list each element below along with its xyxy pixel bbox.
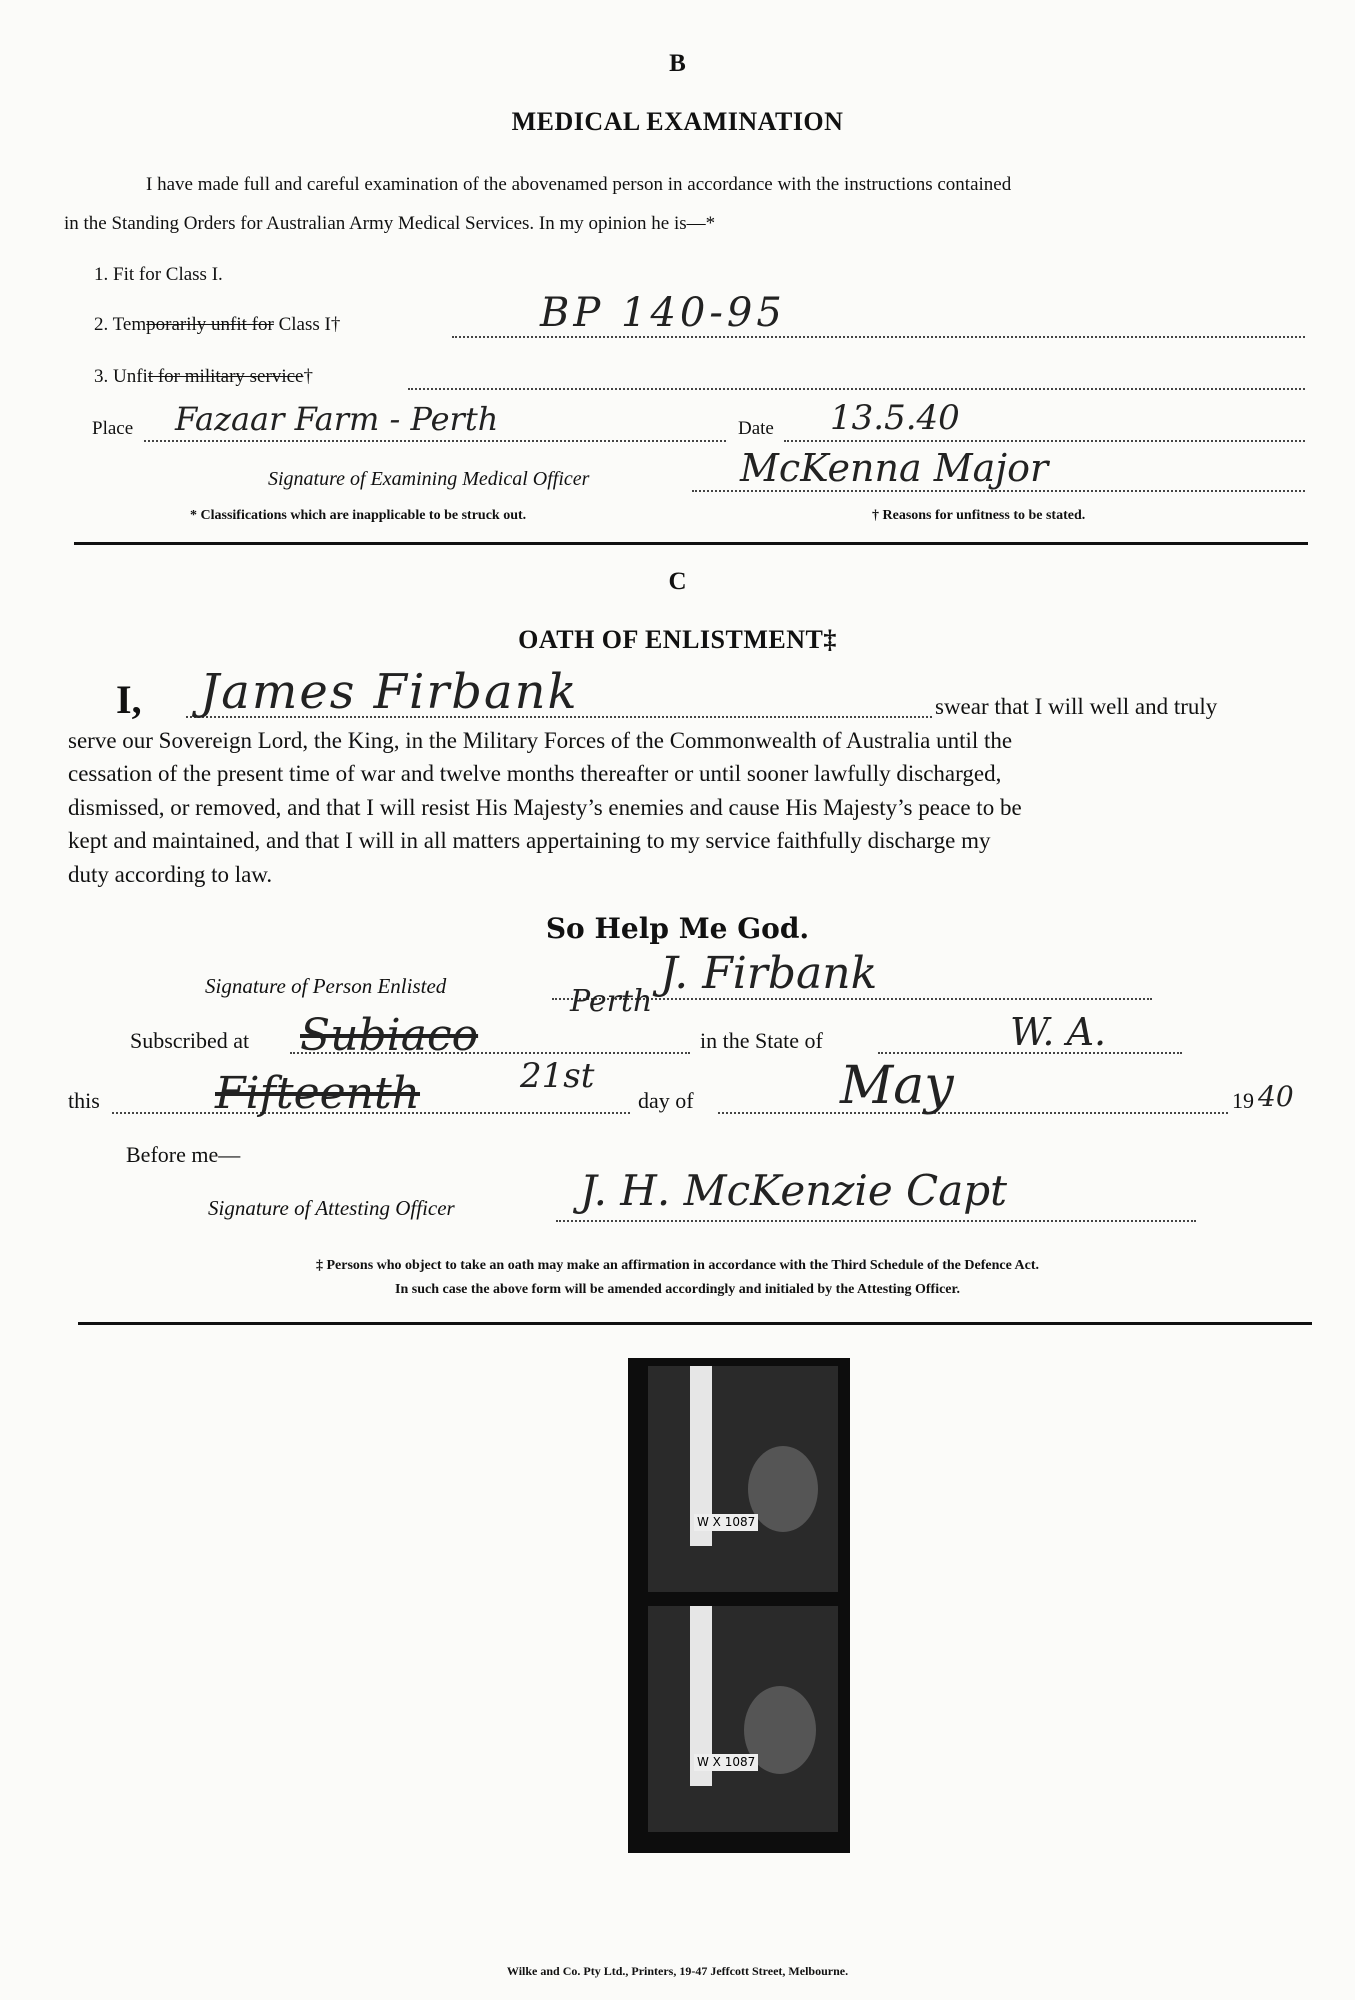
subscribed-at-label: Subscribed at (130, 1028, 250, 1053)
day-of-label: day of (638, 1088, 694, 1113)
item3-dotted-line (408, 388, 1305, 390)
footnote-reasons: † Reasons for unfitness to be stated. (872, 508, 1086, 523)
examining-officer-signature-label: Signature of Examining Medical Officer (268, 468, 590, 490)
section-b-title: MEDICAL EXAMINATION (511, 107, 844, 136)
so-help-me-god: So Help Me God. (545, 912, 810, 945)
this-label: this (68, 1088, 100, 1113)
item-fit-class-1: 1. Fit for Class I. (94, 264, 223, 285)
section-c-letter: C (668, 568, 687, 595)
item-temporarily-unfit (94, 314, 340, 336)
date-handwritten-value: 13.5.40 (830, 398, 960, 438)
oath-name-handwritten: James Firbank (200, 664, 579, 720)
year-handwritten-value: 40 (1258, 1080, 1294, 1113)
day-handwritten-value: 21st (520, 1056, 595, 1096)
day-struck-value: Fifteenth (215, 1068, 421, 1119)
state-label: in the State of (700, 1028, 823, 1053)
place-handwritten-value: Fazaar Farm - Perth (175, 400, 499, 438)
item-unfit-military (94, 366, 313, 388)
attesting-officer-signature: J. H. McKenzie Capt (580, 1166, 1007, 1215)
date-dotted-line (784, 440, 1305, 442)
photo-id-tag-front: W X 1087 (694, 1514, 758, 1531)
item3-struck-text: t for military service (147, 366, 304, 387)
section-divider-bottom (78, 1322, 1312, 1325)
examining-officer-dotted-line (692, 490, 1305, 492)
photo-id-tag-profile: W X 1087 (694, 1754, 758, 1771)
oath-line6: duty according to law. (68, 862, 273, 887)
place-label: Place (92, 418, 134, 439)
oath-line2: serve our Sovereign Lord, the King, in the Military Forces of the Commonwealth of Australia until the (68, 728, 1013, 753)
place-dotted-line (144, 440, 726, 442)
photo-portrait-front (748, 1446, 818, 1532)
attesting-officer-signature-label: Signature of Attesting Officer (208, 1196, 455, 1220)
oath-footnote-line1: ‡ Persons who object to take an oath may make an affirmation in accordance with the Third Schedule of the Defence Act. (315, 1258, 1039, 1273)
item2-dotted-line (452, 336, 1305, 338)
state-handwritten-value: W. A. (1010, 1010, 1107, 1054)
date-label: Date (738, 418, 774, 439)
subscribed-struck-place: Subiaco (300, 1010, 479, 1061)
oath-i: I, (116, 677, 142, 722)
section-c-title: OATH OF ENLISTMENT‡ (518, 625, 837, 654)
item2-struck-text: porarily unfit for (146, 314, 274, 335)
footnote-classifications: * Classifications which are inapplicable to be struck out. (190, 508, 527, 523)
item3-prefix: 3. Unfi (94, 366, 148, 387)
item2-prefix: 2. Tem (94, 314, 147, 335)
printer-imprint: Wilke and Co. Pty Ltd., Printers, 19-47 Jeffcott Street, Melbourne. (506, 1964, 849, 1978)
person-enlisted-signature: J. Firbank (660, 948, 878, 999)
oath-line4: dismissed, or removed, and that I will resist His Majesty’s enemies and cause His Majesty’s peace to be (68, 795, 1022, 820)
before-me-label: Before me— (126, 1142, 241, 1167)
oath-line3: cessation of the present time of war and twelve months thereafter or until sooner lawfully discharged, (68, 761, 1002, 786)
person-enlisted-signature-label: Signature of Person Enlisted (205, 974, 447, 998)
medical-intro-line2: in the Standing Orders for Australian Army Medical Services. In my opinion he is—* (64, 213, 716, 234)
medical-intro-line1: I have made full and careful examination of the abovenamed person in accordance with the instructions contained (146, 174, 1012, 195)
item2-handwritten-value: BP 140-95 (540, 290, 786, 336)
section-divider-top (74, 542, 1308, 545)
oath-footnote-line2: In such case the above form will be amended accordingly and initialed by the Attesting Officer. (395, 1282, 960, 1297)
oath-line1-end: swear that I will well and truly (935, 694, 1218, 719)
month-handwritten-value: May (840, 1056, 954, 1116)
year-prefix: 19 (1232, 1088, 1254, 1113)
identity-photo-strip (628, 1358, 850, 1853)
section-b-letter: B (669, 50, 686, 77)
subscribed-place-handwritten: Perth (570, 984, 653, 1019)
attesting-officer-dotted-line (556, 1220, 1196, 1222)
item2-suffix: Class I† (273, 314, 341, 335)
oath-line5: kept and maintained, and that I will in all matters appertaining to my service faithfully discharge my (68, 828, 991, 853)
photo-frame-profile (648, 1606, 838, 1832)
examining-officer-signature: McKenna Major (740, 446, 1049, 490)
month-dotted-line (718, 1112, 1228, 1114)
photo-frame-front (648, 1366, 838, 1592)
item3-suffix: † (303, 366, 313, 387)
